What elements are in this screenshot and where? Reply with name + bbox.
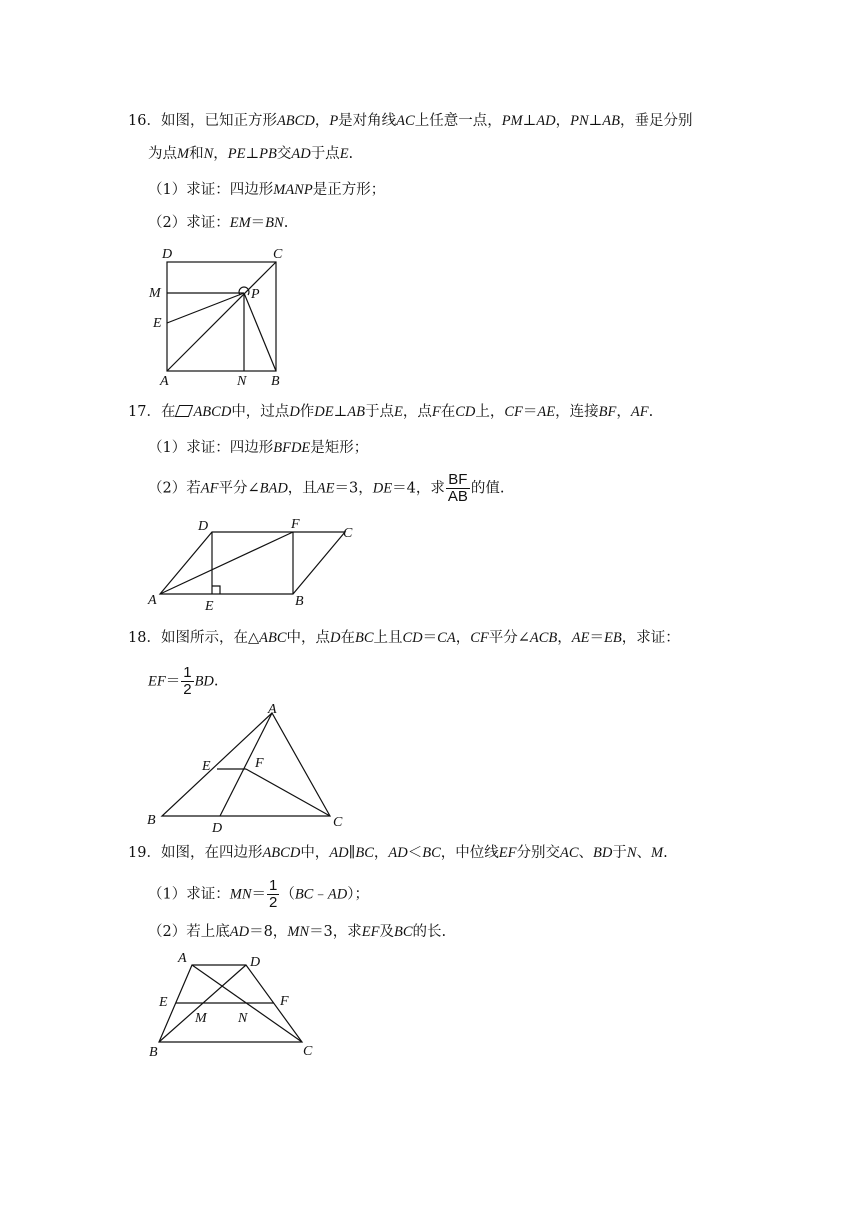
label-m: M	[149, 286, 161, 301]
q17-var: DE	[314, 404, 334, 420]
fraction-numerator: 1	[183, 664, 192, 681]
q17-line1	[128, 401, 653, 423]
fraction-numerator: 1	[268, 877, 278, 894]
q16-text: .	[283, 215, 289, 231]
label-b: B	[295, 594, 304, 609]
q18-text: ，	[455, 630, 471, 646]
label-c: C	[303, 1044, 313, 1059]
q16-text: 如图，已知正方形	[160, 113, 277, 129]
q19-var: BD	[593, 845, 613, 861]
q19-text: （	[280, 886, 295, 903]
label-p: P	[251, 287, 260, 302]
q19-var: AC	[559, 845, 579, 861]
parallelogram-icon	[175, 405, 193, 417]
q18-var: EB	[604, 630, 622, 646]
q19-text: ＝8，	[249, 924, 288, 940]
q18-var: AE	[571, 630, 590, 646]
q19-text: ＝	[251, 886, 266, 903]
q18-text: 中，点	[286, 630, 330, 646]
q16-text: 和	[189, 146, 204, 162]
q16-var: AC	[396, 113, 415, 129]
q16-text: ，	[314, 113, 330, 129]
label-c: C	[343, 526, 353, 541]
q17-var: CD	[455, 404, 476, 420]
q17-var: BF	[598, 404, 617, 420]
label-b: B	[271, 374, 280, 389]
q19-text: ）；	[347, 886, 369, 903]
q17-var: BAD	[259, 480, 288, 497]
q19-number: 19．	[128, 845, 161, 861]
label-b: B	[149, 1045, 158, 1060]
q18-text: 如图所示，在△	[160, 630, 260, 646]
q18-text: 在	[340, 630, 355, 646]
q19-text: 于	[612, 845, 627, 861]
q18-text: .	[213, 673, 219, 690]
label-a: A	[178, 951, 187, 966]
q19-text: 、	[636, 845, 652, 861]
q19-text: 中，	[300, 845, 330, 861]
q19-var: N	[626, 845, 637, 861]
q16-var: AD	[536, 113, 556, 129]
q17-var: AF	[630, 404, 649, 420]
label-n: N	[237, 374, 247, 389]
q16-text: 于点	[310, 146, 340, 162]
q17-text: （1）求证：四边形	[148, 440, 274, 456]
q19-text: ﹣	[313, 886, 328, 903]
q16-text: ⊥	[522, 113, 537, 129]
q18-text: 上且	[373, 630, 403, 646]
fraction-one-half	[181, 665, 193, 698]
q19-var: AD	[388, 845, 408, 861]
label-m: M	[195, 1011, 207, 1026]
q18-line1	[128, 627, 680, 649]
label-e: E	[205, 599, 214, 614]
q18-var: EF	[148, 673, 166, 690]
q16-var: PN	[570, 113, 589, 129]
label-a: A	[160, 374, 169, 389]
q17-text: ＝3，	[334, 480, 373, 497]
q16-var: N	[203, 146, 214, 162]
q18-var: BC	[354, 630, 374, 646]
q18-var: CD	[402, 630, 423, 646]
q16-text: ，	[213, 146, 228, 162]
q17-text: 是矩形；	[310, 440, 369, 456]
q18-var: ACB	[529, 630, 558, 646]
q17-text: ⊥	[333, 404, 348, 420]
label-e: E	[159, 995, 168, 1010]
q16-text: 为点	[148, 146, 177, 162]
q19-part1	[148, 878, 369, 911]
label-b: B	[147, 813, 156, 828]
q17-text: .	[648, 404, 654, 420]
q18-figure-triangle	[140, 698, 355, 838]
label-a: A	[148, 593, 157, 608]
label-f: F	[291, 517, 300, 532]
q16-var: EM	[229, 215, 251, 231]
q16-text: ＝	[250, 215, 266, 231]
q18-text: 平分∠	[488, 630, 530, 646]
q16-text: （2）求证：	[148, 215, 230, 231]
label-f: F	[255, 756, 264, 771]
q16-text: 是正方形；	[312, 182, 386, 198]
q18-var: BD	[194, 673, 214, 690]
q17-text: 上，	[475, 404, 505, 420]
q19-text: ，	[373, 845, 389, 861]
q18-text: ＝	[422, 630, 438, 646]
q18-text: ，	[557, 630, 572, 646]
q17-var: AE	[537, 404, 556, 420]
q18-number: 18．	[128, 630, 161, 646]
q16-text: 是对角线	[338, 113, 397, 129]
q17-part1	[148, 437, 368, 459]
q17-var: AB	[347, 404, 365, 420]
q19-var: AD	[327, 886, 348, 903]
q19-text: ，中位线	[440, 845, 499, 861]
label-c: C	[273, 247, 283, 262]
q17-var: CF	[504, 404, 523, 420]
q19-text: ＜	[407, 845, 423, 861]
q17-number: 17．	[128, 404, 161, 420]
q17-text: 于点	[365, 404, 394, 420]
q18-var: CA	[437, 630, 456, 646]
q19-var: MN	[287, 924, 310, 940]
q19-text: .	[663, 845, 668, 861]
segment-pb	[244, 293, 276, 371]
label-c: C	[333, 815, 343, 830]
q19-text: （2）若上底	[148, 924, 230, 940]
q19-var: ABCD	[262, 845, 301, 861]
q19-var: BC	[355, 845, 374, 861]
q18-var: ABC	[259, 630, 287, 646]
q16-part1	[148, 179, 385, 201]
q18-var: D	[330, 630, 341, 646]
q17-part2	[148, 472, 504, 505]
q17-text: 在	[440, 404, 456, 420]
q19-text: 及	[379, 924, 395, 940]
q18-line2	[148, 665, 219, 698]
q17-var: ABCD	[193, 404, 232, 420]
q16-number: 16．	[128, 113, 161, 129]
q17-text: 平分∠	[218, 480, 260, 497]
q17-text: ，点	[402, 404, 432, 420]
q19-text: （1）求证：	[148, 886, 230, 903]
q16-line2	[148, 143, 353, 165]
q17-text: 作	[299, 404, 315, 420]
q16-var: AD	[291, 146, 311, 162]
q16-text: 上任意一点，	[414, 113, 502, 129]
q17-var: D	[289, 404, 300, 420]
q19-text: 如图，在四边形	[160, 845, 263, 861]
q16-var: P	[329, 113, 339, 129]
q16-text: ⊥	[245, 146, 260, 162]
q19-var: AD	[329, 845, 349, 861]
label-f: F	[280, 994, 289, 1009]
q18-var: CF	[470, 630, 489, 646]
q16-text: ⊥	[588, 113, 603, 129]
label-n: N	[238, 1011, 248, 1026]
q19-var: EF	[361, 924, 380, 940]
q19-var: BC	[294, 886, 314, 903]
q17-var: DE	[372, 480, 393, 497]
q19-var: MN	[229, 886, 252, 903]
q17-var: E	[394, 404, 403, 420]
label-e: E	[153, 316, 162, 331]
q16-text: ，	[555, 113, 571, 129]
q19-text: 的长.	[412, 924, 447, 940]
q19-var: AD	[229, 924, 250, 940]
label-d: D	[212, 821, 223, 836]
fraction-denominator: 2	[183, 681, 192, 698]
q17-var: F	[431, 404, 441, 420]
label-a: A	[268, 702, 277, 717]
q19-text: 分别交	[516, 845, 560, 861]
q16-var: E	[339, 146, 349, 162]
q17-var: BFDE	[273, 440, 311, 456]
q19-part2	[148, 921, 446, 943]
q17-text: ，	[616, 404, 631, 420]
q17-text: 在	[160, 404, 176, 420]
q17-text: ，连接	[555, 404, 599, 420]
q18-text: ＝	[589, 630, 604, 646]
label-d: D	[250, 955, 261, 970]
q16-var: MANP	[273, 182, 313, 198]
right-angle-mark	[212, 586, 220, 594]
q16-part2	[148, 212, 288, 234]
q16-text: ，垂足分别	[620, 113, 693, 129]
q19-var: EF	[498, 845, 517, 861]
q17-var: AF	[200, 480, 219, 497]
fraction-numerator: BF	[446, 472, 470, 489]
q19-var: BC	[394, 924, 413, 940]
fraction-bf-ab	[446, 472, 470, 505]
q16-var: M	[177, 146, 190, 162]
q16-text: .	[348, 146, 354, 162]
q19-text: ∥	[348, 845, 356, 861]
segment-ad	[220, 713, 272, 816]
q19-var: M	[651, 845, 664, 861]
q16-text: （1）求证：四边形	[148, 182, 274, 198]
q17-figure-parallelogram	[140, 510, 370, 615]
q17-text: 中，过点	[231, 404, 290, 420]
q16-text: 交	[276, 146, 292, 162]
q19-text: 、	[578, 845, 594, 861]
segment-af	[160, 532, 293, 594]
q18-text: ，求证：	[621, 630, 680, 646]
q19-var: BC	[422, 845, 441, 861]
parallelogram-abcd	[160, 532, 345, 594]
q19-text: ＝3，求	[309, 924, 362, 940]
q16-figure-square	[140, 240, 310, 390]
q16-line1	[128, 110, 693, 132]
q16-var: PE	[227, 146, 246, 162]
q17-text: ，且	[287, 480, 317, 497]
q16-var: PB	[259, 146, 277, 162]
q17-text: ＝4，求	[392, 480, 445, 497]
q16-var: BN	[265, 215, 284, 231]
q17-var: AE	[316, 480, 335, 497]
fraction-one-half	[267, 878, 279, 911]
label-d: D	[162, 247, 173, 262]
q18-text: ＝	[165, 673, 181, 690]
segment-pe	[167, 293, 244, 323]
q16-var: AB	[602, 113, 621, 129]
label-e: E	[202, 759, 211, 774]
fraction-denominator: AB	[447, 488, 468, 505]
q19-figure-trapezoid	[140, 948, 340, 1063]
q17-text: （2）若	[148, 480, 201, 497]
fraction-denominator: 2	[268, 894, 278, 911]
q16-var: PM	[501, 113, 523, 129]
q17-text: 的值.	[470, 480, 505, 497]
label-d: D	[198, 519, 209, 534]
q17-text: ＝	[522, 404, 538, 420]
q16-var: ABCD	[276, 113, 315, 129]
q19-line1	[128, 842, 668, 864]
